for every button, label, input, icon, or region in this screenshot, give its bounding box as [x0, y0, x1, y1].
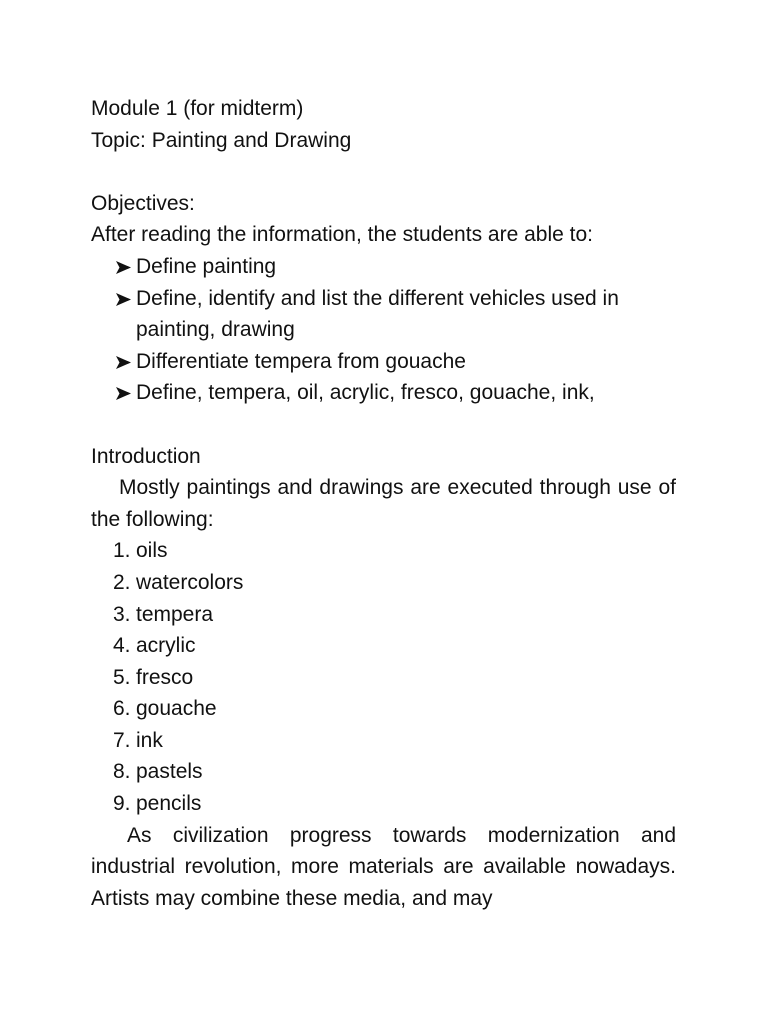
list-number: 1.	[113, 539, 131, 563]
arrow-bullet-icon	[115, 251, 135, 275]
list-item	[91, 788, 676, 820]
objectives-intro: After reading the information, the students are able to:	[91, 223, 593, 247]
media-label: acrylic	[136, 634, 196, 658]
list-item	[91, 599, 676, 631]
list-number: 5.	[113, 665, 131, 689]
media-label: pencils	[136, 792, 202, 816]
list-number: 2.	[113, 570, 131, 594]
list-item	[91, 567, 676, 599]
arrow-bullet-icon	[115, 283, 135, 307]
spacer	[91, 156, 676, 188]
media-label: pastels	[136, 760, 203, 784]
module-title: Module 1 (for midterm)	[91, 97, 304, 120]
objective-text: Define, identify and list the different vehicles used in painting, drawing	[136, 286, 619, 342]
modernization-paragraph: As civilization progress towards modernization and industrial revolution, more materials are available nowadays. Artists may combine these media, and may	[91, 823, 676, 910]
media-label: oils	[136, 539, 168, 563]
objectives-list	[91, 251, 676, 409]
list-number: 4.	[113, 634, 131, 658]
media-label: watercolors	[136, 570, 244, 594]
introduction-paragraph: Mostly paintings and drawings are executed through use of the following:	[91, 476, 676, 531]
media-label: ink	[136, 728, 163, 752]
list-item	[91, 535, 676, 567]
media-list	[91, 535, 676, 819]
spacer	[91, 409, 676, 441]
list-number: 7.	[113, 728, 131, 752]
objective-text: Define, tempera, oil, acrylic, fresco, gouache, ink,	[136, 381, 595, 405]
list-item	[91, 283, 676, 346]
arrow-bullet-icon	[115, 346, 135, 370]
media-label: fresco	[136, 665, 194, 689]
list-item	[91, 346, 676, 378]
list-item	[91, 630, 676, 662]
list-item	[91, 251, 676, 283]
media-label: gouache	[136, 697, 217, 721]
arrow-bullet-icon	[115, 377, 135, 401]
topic-title: Topic: Painting and Drawing	[91, 128, 352, 152]
objectives-heading: Objectives:	[91, 191, 195, 215]
objective-text: Differentiate tempera from gouache	[136, 349, 466, 373]
introduction-heading: Introduction	[91, 444, 201, 468]
list-number: 6.	[113, 697, 131, 721]
list-number: 3.	[113, 602, 131, 626]
list-item	[91, 756, 676, 788]
list-item	[91, 693, 676, 725]
list-item	[91, 377, 676, 409]
list-number: 8.	[113, 760, 131, 784]
list-item	[91, 662, 676, 694]
objective-text: Define painting	[136, 254, 277, 278]
media-label: tempera	[136, 602, 214, 626]
list-number: 9.	[113, 792, 131, 816]
document-body	[91, 93, 676, 914]
list-item	[91, 725, 676, 757]
